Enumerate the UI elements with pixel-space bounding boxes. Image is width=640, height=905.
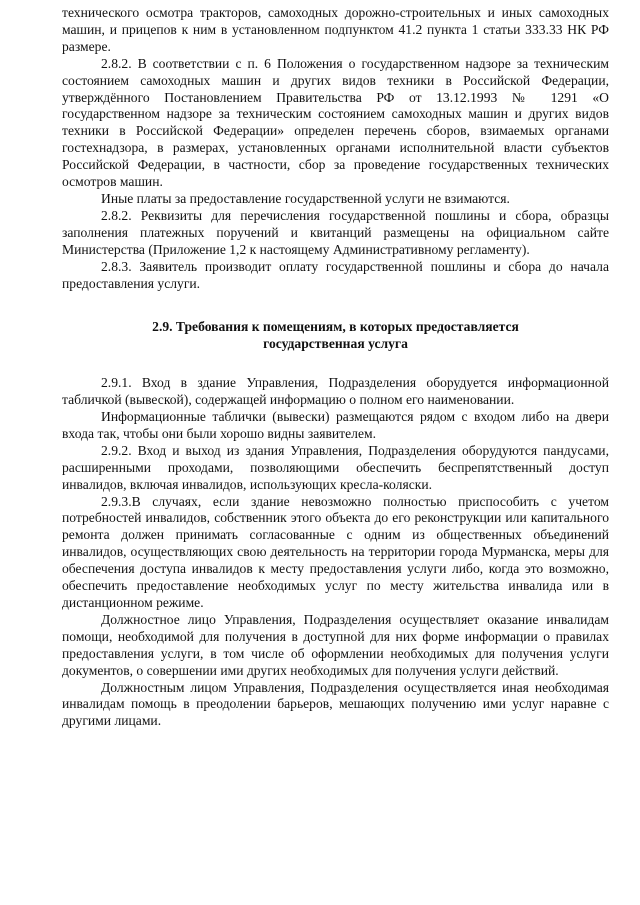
paragraph-official-assistance: Должностное лицо Управления, Подразделения осуществляет оказание инвалидам помощи, необходимой для получения в доступной для них форме информации о правилах предоставления услуги, в том числе об оформлении необходимых для получения услуги документов, о совершении ими других необходимых для получения услуги действий. — [62, 611, 609, 678]
document-page — [62, 5, 609, 730]
paragraph-2-8-2-requisites: 2.8.2. Реквизиты для перечисления государственной пошлины и сбора, образцы заполнения платежных поручений и квитанций размещены на официальном сайте Министерства (Приложение 1,2 к настоящему Административному регламенту). — [62, 207, 609, 257]
section-heading-2-9 — [62, 319, 609, 353]
paragraph-2-9-2-ramps: 2.9.2. Вход и выход из здания Управления, Подразделения оборудуются пандусами, расширенными проходами, позволяющими обеспечить беспрепятственный доступ инвалидов, включая инвалидов, использующих кресла-коляски. — [62, 442, 609, 492]
section-heading-line-2: государственная услуга — [263, 336, 408, 352]
paragraph-signage: Информационные таблички (вывески) размещаются рядом с входом либо на двери входа так, чтобы они были хорошо видны заявителем. — [62, 409, 609, 441]
paragraph-2-8-3-payment: 2.8.3. Заявитель производит оплату государственной пошлины и сбора до начала предоставления услуги. — [62, 258, 609, 291]
paragraph-2-9-3-accessibility: 2.9.3.В случаях, если здание невозможно полностью приспособить с учетом потребностей инвалидов, собственник этого объекта до его реконструкции или капитального ремонта должен принимать согласованные с одним из общественных объединений инвалидов, осуществляющих свою деятельность на территории города Мурманска, меры для обеспечения доступа инвалидов к месту предоставления услуги либо, когда это возможно, обеспечить предоставление необходимых услуг по месту жительства инвалида или в дистанционном режиме. — [62, 493, 609, 610]
paragraph-no-other-fees: Иные платы за предоставление государственной услуги не взимаются. — [101, 190, 510, 206]
section-heading-line-1: 2.9. Требования к помещениям, в которых предоставляется — [152, 319, 519, 335]
paragraph-continuation: технического осмотра тракторов, самоходных дорожно-строительных и иных самоходных машин, и прицепов к ним в установленном подпунктом 41.2 пункта 1 статьи 333.33 НК РФ размере. — [62, 5, 609, 54]
paragraph-2-9-1-entrance: 2.9.1. Вход в здание Управления, Подразделения оборудуется информационной табличкой (вывеской), содержащей информацию о полном его наименовании. — [62, 375, 609, 408]
paragraph-2-8-2-fees: 2.8.2. В соответствии с п. 6 Положения о государственном надзоре за техническим состоянием самоходных машин и других видов техники в Российской Федерации, утверждённого Постановлением Правительства РФ от 13.12.1993 № 1291 «О государственном надзоре за техническим состоянием самоходных машин и других видов техники в Российской Федерации» определен перечень сборов, взимаемых органами гостехнадзора, в размерах, установленных органами исполнительной власти субъектов Российской Федерации, в частности, сбор за проведение государственных технических осмотров машин. — [62, 55, 609, 190]
paragraph-other-assistance: Должностным лицом Управления, Подразделения осуществляется иная необходимая инвалидам помощь в преодолении барьеров, мешающих получению ими услуг наравне с другими лицами. — [62, 679, 609, 729]
